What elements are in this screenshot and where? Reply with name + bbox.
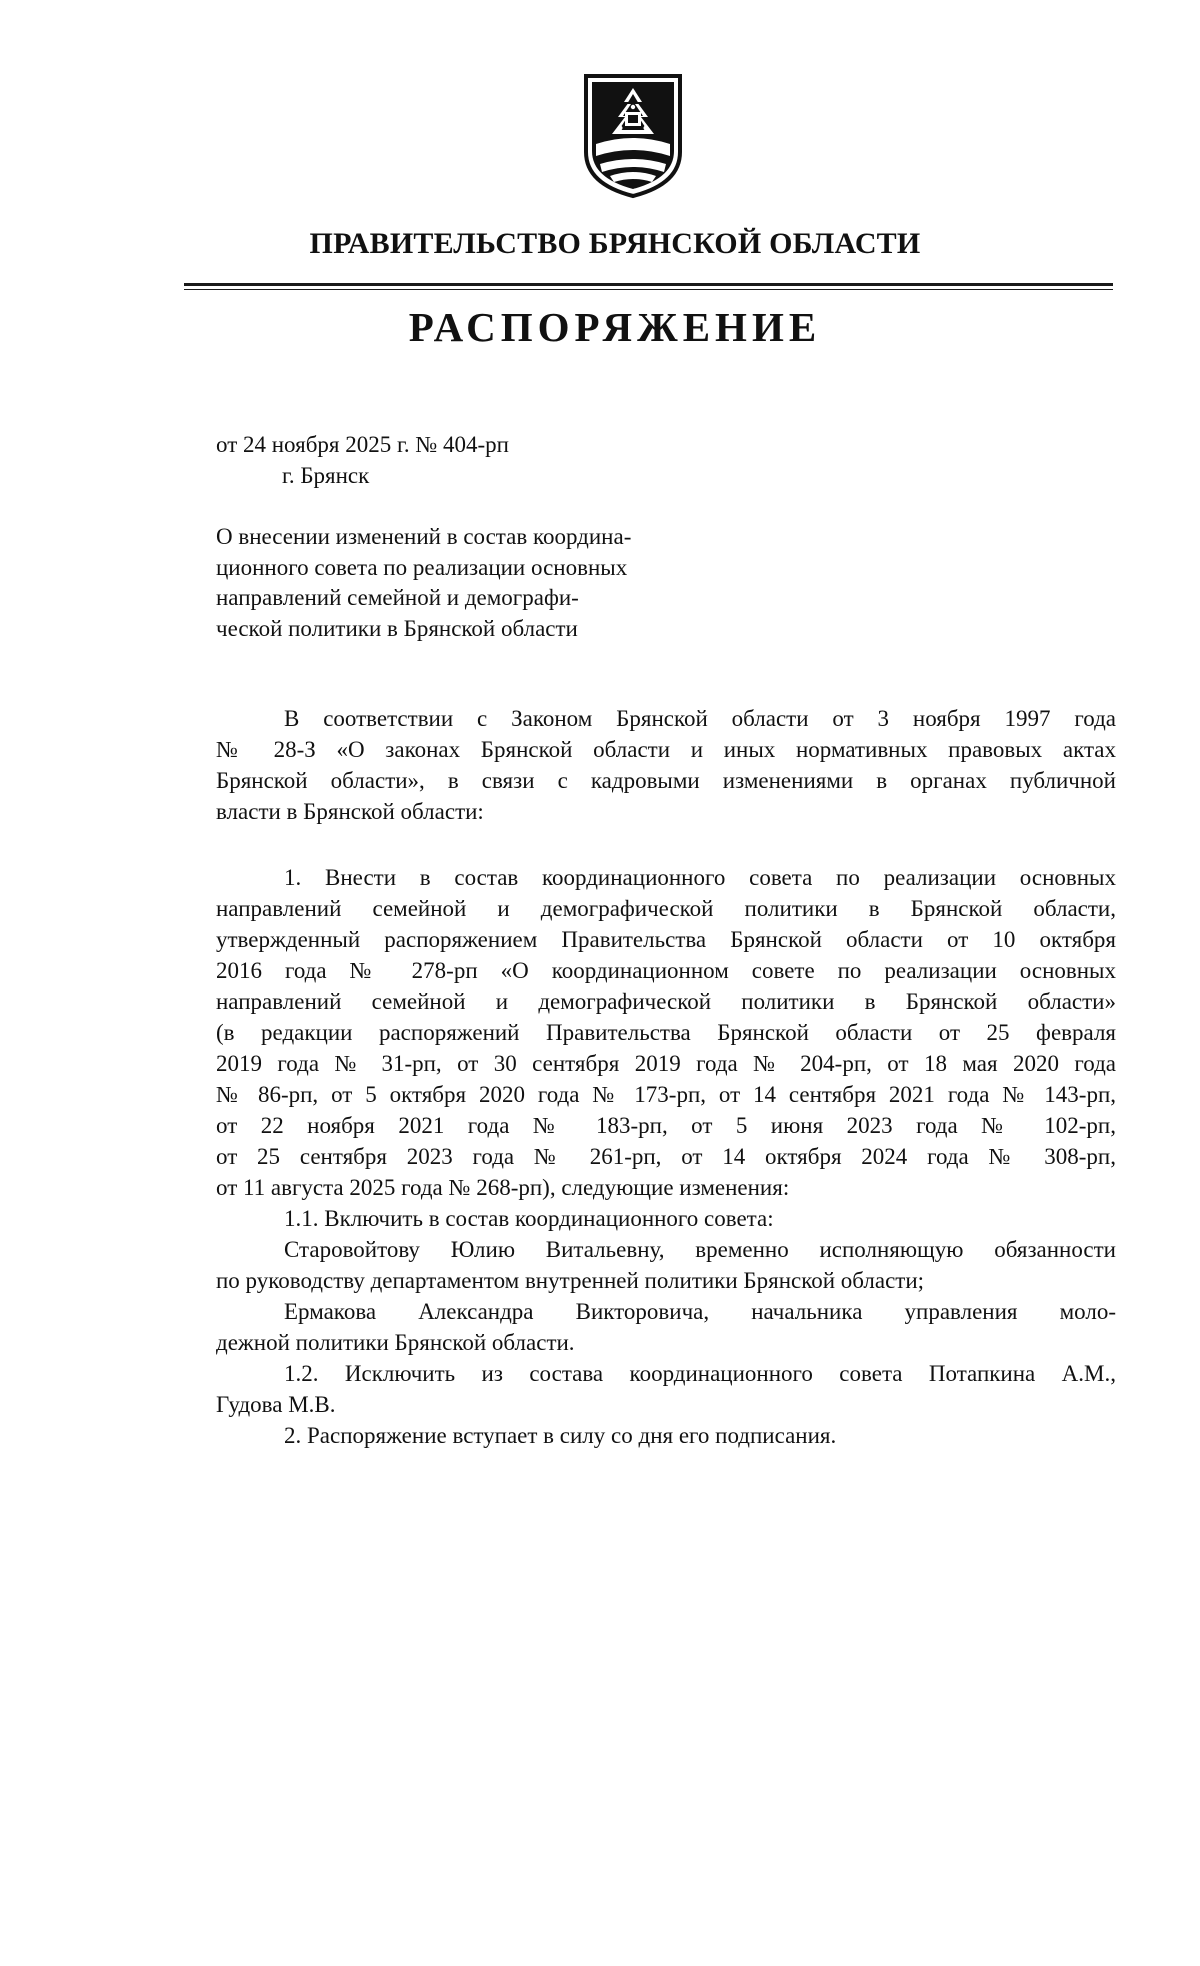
item-line: 2016 года № 278-рп «О координационном совете по реализации основных	[216, 958, 1116, 983]
item-line: от 25 сентября 2023 года № 261-рп, от 14 октября 2024 года № 308-рп,	[216, 1144, 1116, 1169]
document-date-number: от 24 ноября 2025 г. № 404-рп	[216, 432, 509, 457]
preamble-line: власти в Брянской области:	[216, 799, 484, 824]
order-items	[216, 862, 1116, 1451]
document-city: г. Брянск	[282, 463, 370, 488]
document-type-title: РАСПОРЯЖЕНИЕ	[408, 304, 822, 350]
item-line: от 22 ноября 2021 года № 183-рп, от 5 июня 2023 года № 102-рп,	[216, 1113, 1116, 1138]
item-line: утвержденный распоряжением Правительства Брянской области от 10 октября	[216, 927, 1116, 952]
preamble-line: В соответствии с Законом Брянской области от 3 ноября 1997 года	[284, 706, 1116, 731]
preamble-paragraph	[216, 703, 1116, 827]
item-line: 1.2. Исключить из состава координационного совета Потапкина А.М.,	[284, 1361, 1116, 1386]
item-line: Гудова М.В.	[216, 1392, 336, 1417]
item-line: Ермакова Александра Викторовича, начальника управления моло-	[284, 1299, 1116, 1324]
preamble-line: № 28-З «О законах Брянской области и иных нормативных правовых актах	[216, 737, 1116, 762]
item-line: (в редакции распоряжений Правительства Брянской области от 25 февраля	[216, 1020, 1116, 1045]
item-line: 1.1. Включить в состав координационного совета:	[284, 1206, 774, 1231]
header-divider-thin	[184, 289, 1113, 290]
item-line: 1. Внести в состав координационного совета по реализации основных	[284, 865, 1116, 890]
item-line: направлений семейной и демографической политики в Брянской области»	[216, 989, 1116, 1014]
item-line: направлений семейной и демографической политики в Брянской области,	[216, 896, 1116, 921]
item-line: № 86-рп, от 5 октября 2020 года № 173-рп, от 14 сентября 2021 года № 143-рп,	[216, 1082, 1116, 1107]
subject-line: направлений семейной и демографи-	[216, 585, 579, 610]
subject-line: ционного совета по реализации основных	[216, 554, 628, 580]
item-line: 2. Распоряжение вступает в силу со дня его подписания.	[284, 1423, 837, 1448]
organization-title: ПРАВИТЕЛЬСТВО БРЯНСКОЙ ОБЛАСТИ	[309, 227, 921, 260]
preamble-line: Брянской области», в связи с кадровыми изменениями в органах публичной	[216, 768, 1116, 793]
item-line: дежной политики Брянской области.	[216, 1330, 575, 1355]
item-line: от 11 августа 2025 года № 268-рп), следующие изменения:	[216, 1175, 790, 1200]
item-line: Старовойтову Юлию Витальевну, временно исполняющую обязанности	[284, 1237, 1116, 1262]
document-subject	[216, 522, 712, 644]
item-line: 2019 года № 31-рп, от 30 сентября 2019 года № 204-рп, от 18 мая 2020 года	[216, 1051, 1116, 1076]
subject-line: О внесении изменений в состав координа-	[216, 524, 632, 549]
coat-of-arms-emblem	[582, 72, 684, 200]
header-divider-thick	[184, 283, 1113, 286]
subject-line: ческой политики в Брянской области	[216, 615, 578, 641]
item-line: по руководству департаментом внутренней политики Брянской области;	[216, 1268, 925, 1293]
